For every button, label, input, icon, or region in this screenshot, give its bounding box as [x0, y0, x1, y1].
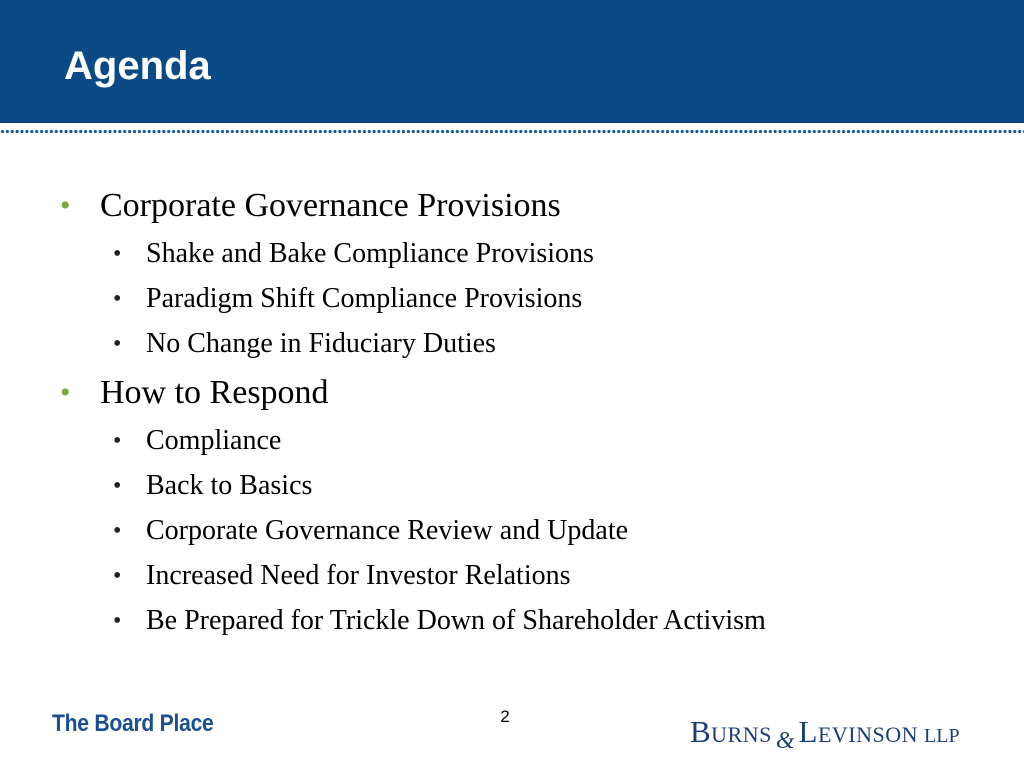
slide-title: Agenda: [64, 44, 211, 88]
bullet-icon: •: [113, 473, 122, 499]
agenda-subitem-text: Be Prepared for Trickle Down of Shareholder Activism: [146, 605, 766, 636]
agenda-item-governance-provisions: [60, 186, 561, 226]
dotted-divider: [0, 129, 1024, 135]
bullet-icon: •: [113, 608, 122, 634]
agenda-item-text: How to Respond: [100, 374, 329, 411]
agenda-subitem: [113, 237, 594, 271]
bullet-icon: •: [113, 518, 122, 544]
agenda-subitem-text: No Change in Fiduciary Duties: [146, 328, 496, 359]
agenda-item-how-to-respond: [60, 373, 329, 413]
logo-levinson: Levinson: [798, 714, 919, 749]
agenda-subitem-text: Corporate Governance Review and Update: [146, 515, 629, 546]
agenda-subitem: [113, 327, 496, 361]
logo-burns: Burns: [690, 714, 772, 749]
agenda-subitem-text: Increased Need for Investor Relations: [146, 560, 571, 591]
title-banner: [0, 0, 1024, 123]
agenda-subitem-text: Paradigm Shift Compliance Provisions: [146, 283, 583, 314]
bullet-icon: •: [113, 428, 122, 454]
agenda-subitem: [113, 604, 766, 638]
agenda-subitem: [113, 514, 629, 548]
agenda-subitem: [113, 559, 571, 593]
bullet-icon: •: [113, 563, 122, 589]
agenda-subitem-text: Back to Basics: [146, 470, 313, 501]
footer-brand: The Board Place: [52, 710, 214, 737]
firm-logo: [690, 714, 1010, 754]
logo-ampersand: &: [775, 728, 795, 754]
agenda-subitem: [113, 424, 282, 458]
agenda-subitem-text: Compliance: [146, 425, 282, 456]
agenda-subitem: [113, 282, 583, 316]
bullet-icon: •: [113, 331, 122, 357]
agenda-subitem-text: Shake and Bake Compliance Provisions: [146, 238, 594, 269]
bullet-icon: •: [60, 376, 71, 409]
bullet-icon: •: [60, 189, 71, 222]
logo-llp: LLP: [924, 725, 960, 747]
bullet-icon: •: [113, 286, 122, 312]
bullet-icon: •: [113, 241, 122, 267]
agenda-item-text: Corporate Governance Provisions: [100, 187, 561, 224]
agenda-subitem: [113, 469, 313, 503]
page-number: 2: [500, 707, 510, 726]
